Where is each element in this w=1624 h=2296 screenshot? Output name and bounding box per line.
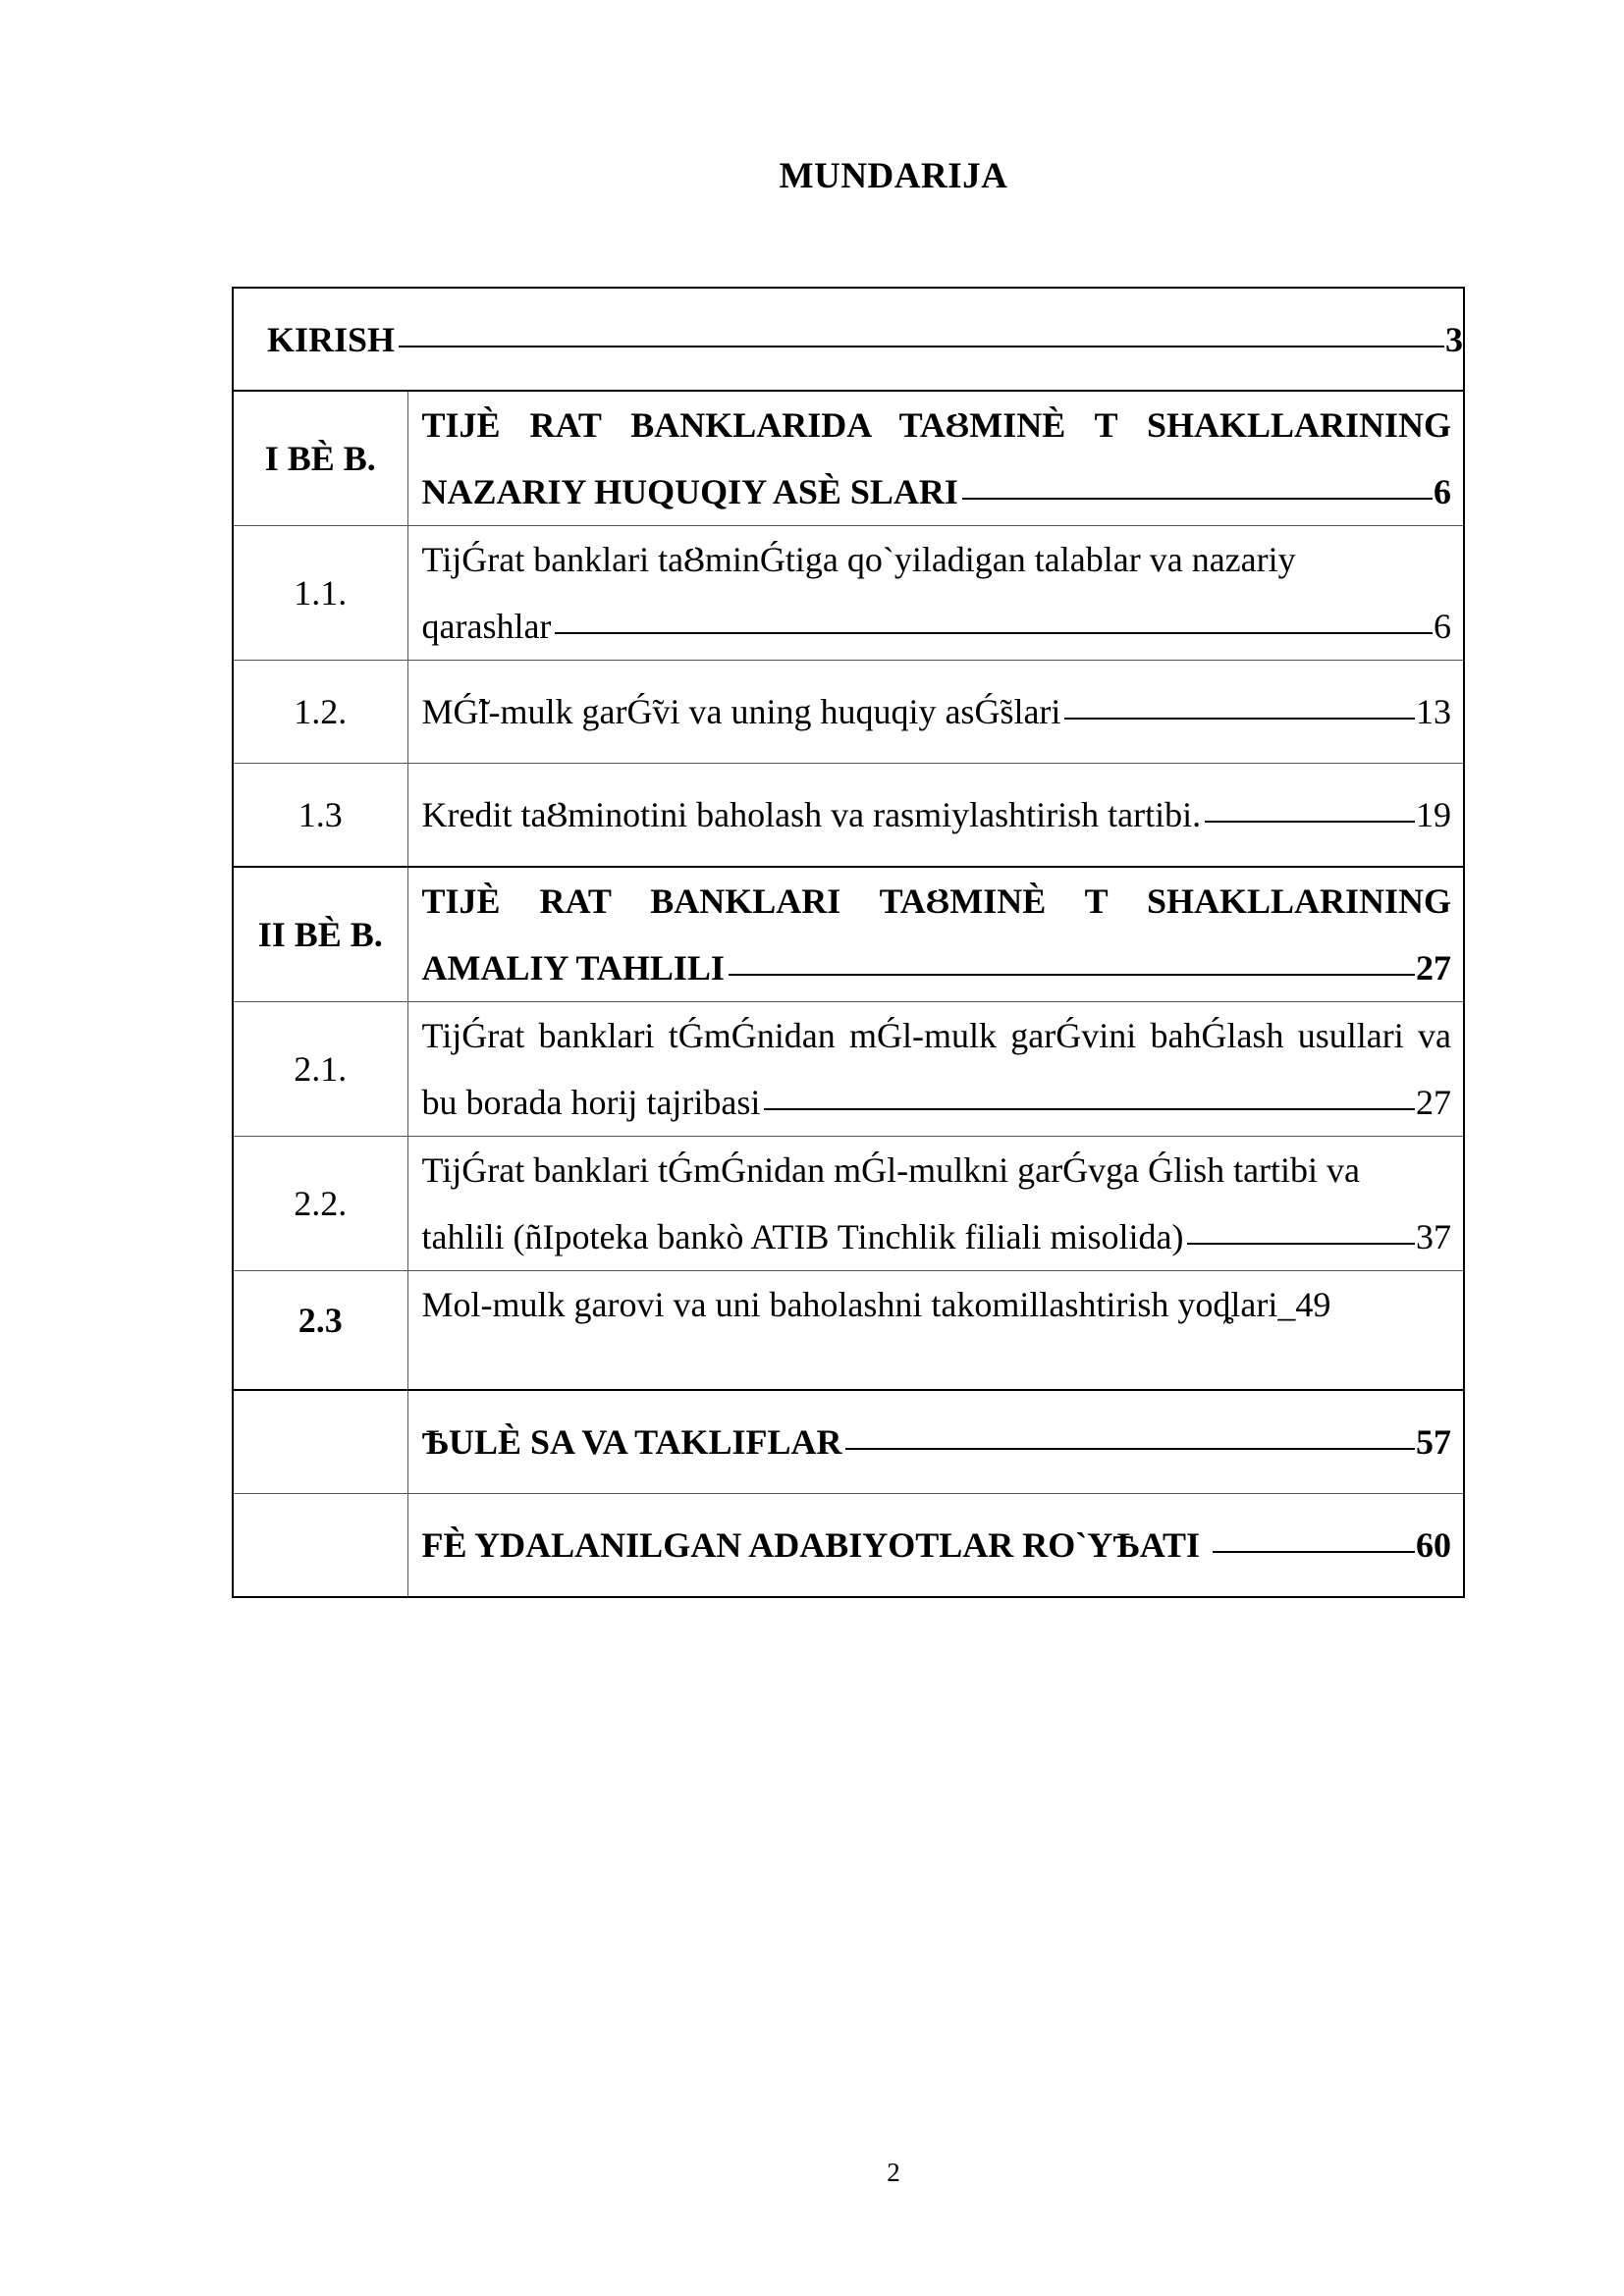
toc-entry-page: 49 — [1295, 1285, 1331, 1324]
toc-entry-section[interactable] — [407, 661, 1464, 764]
leader-line — [399, 346, 1444, 347]
toc-entry-intro[interactable] — [233, 288, 1464, 391]
chapter-number: II BÈ B. — [233, 867, 407, 1002]
toc-row-section — [233, 764, 1464, 868]
toc-row-conclusion — [233, 1390, 1464, 1494]
toc-entry-section[interactable] — [407, 764, 1464, 868]
toc-row-references — [233, 1494, 1464, 1598]
section-number: 2.2. — [233, 1137, 407, 1271]
page-title: MUNDARIJA — [779, 156, 1008, 196]
empty-cell — [233, 1494, 407, 1598]
table-of-contents — [232, 287, 1465, 1598]
section-number: 2.1. — [233, 1002, 407, 1137]
section-number: 1.3 — [233, 764, 407, 868]
toc-entry-title-line: Kredit taȢminotini baholash va rasmiylashtirish tartibi. — [421, 795, 1202, 834]
toc-entry-title-line: TijǴrat banklari tǴmǴnidan mǴl-mulk garǴvini bahǴlash usullari va — [421, 1016, 1452, 1055]
toc-entry-title-line: MǴ̃l-mulk garǴ̃vi va uning huquqiy asǴ̃slari — [421, 692, 1061, 731]
toc-entry-title-line: NAZARIY HUQUQIY ASÈ SLARI — [421, 472, 958, 511]
leader-line — [729, 974, 1415, 976]
toc-entry-chapter-1[interactable] — [407, 391, 1464, 526]
section-number: 2.3 — [233, 1271, 407, 1391]
toc-entry-title-line: TIJÈ RAT BANKLARIDA TAȢMINÈ T SHAKLLARINING — [421, 405, 1452, 445]
toc-row-section — [233, 1002, 1464, 1137]
toc-entry-title-line: bu borada horij tajribasi — [421, 1083, 761, 1122]
section-number: 1.1. — [233, 526, 407, 661]
toc-entry-title-line: TijǴrat banklari tǴmǴnidan mǴl-mulkni garǴvga Ǵlish tartibi va — [421, 1150, 1361, 1190]
toc-entry-page: 57 — [1416, 1422, 1452, 1462]
toc-entry-title-line: AMALIY TAHLILI — [421, 948, 725, 988]
toc-entry-title-line: TIJÈ RAT BANKLARI TAȢMINÈ T SHAKLLARINING — [421, 881, 1452, 921]
toc-entry-title-line: qarashlar — [421, 607, 552, 646]
toc-entry-page: 19 — [1416, 795, 1452, 834]
toc-entry-title-line: TijǴrat banklari taȢminǴtiga qo`yiladigan talablar va nazariy — [421, 540, 1296, 579]
toc-entry-title-line: Mol-mulk garovi va uni baholashni takomillashtirish yoȡlari_ — [421, 1285, 1296, 1324]
leader-line — [764, 1108, 1415, 1110]
toc-row-chapter-1 — [233, 391, 1464, 526]
toc-entry-page: 6 — [1434, 607, 1452, 646]
leader-line — [555, 632, 1433, 634]
section-number: 1.2. — [233, 661, 407, 764]
toc-entry-title-line: tahlili (ñIpoteka bankò ATIB Tinchlik filiali misolida) — [421, 1217, 1184, 1256]
toc-entry-references[interactable] — [407, 1494, 1464, 1598]
page-number: 2 — [887, 2158, 900, 2187]
toc-entry-page: 60 — [1416, 1525, 1452, 1565]
toc-entry-label: KIRISH — [267, 319, 396, 359]
toc-row-intro — [233, 288, 1464, 391]
toc-entry-chapter-2[interactable] — [407, 867, 1464, 1002]
toc-entry-section[interactable] — [407, 1002, 1464, 1137]
chapter-number: I BÈ B. — [233, 391, 407, 526]
toc-entry-title-line: FÈ YDALANILGAN ADABIYOTLAR RO`YѢATI — [421, 1525, 1210, 1565]
leader-line — [1213, 1551, 1415, 1553]
toc-entry-section[interactable] — [407, 526, 1464, 661]
toc-entry-page: 3 — [1445, 319, 1464, 359]
toc-row-section — [233, 1271, 1464, 1391]
toc-row-section — [233, 526, 1464, 661]
toc-entry-page: 37 — [1416, 1217, 1452, 1256]
toc-entry-title-line: ѢULÈ SA VA TAKLIFLAR — [421, 1422, 842, 1462]
leader-line — [1205, 821, 1415, 823]
toc-row-section — [233, 661, 1464, 764]
toc-row-section — [233, 1137, 1464, 1271]
toc-entry-page: 6 — [1434, 472, 1452, 511]
leader-line — [1064, 718, 1415, 720]
toc-entry-section[interactable] — [407, 1137, 1464, 1271]
toc-entry-page: 27 — [1416, 948, 1452, 988]
toc-entry-section[interactable] — [407, 1271, 1464, 1391]
leader-line — [845, 1448, 1415, 1450]
toc-entry-page: 13 — [1416, 692, 1452, 731]
empty-cell — [233, 1390, 407, 1494]
leader-line — [1187, 1243, 1415, 1245]
toc-entry-page: 27 — [1416, 1083, 1452, 1122]
toc-entry-conclusion[interactable] — [407, 1390, 1464, 1494]
leader-line — [962, 498, 1433, 500]
toc-row-chapter-2 — [233, 867, 1464, 1002]
